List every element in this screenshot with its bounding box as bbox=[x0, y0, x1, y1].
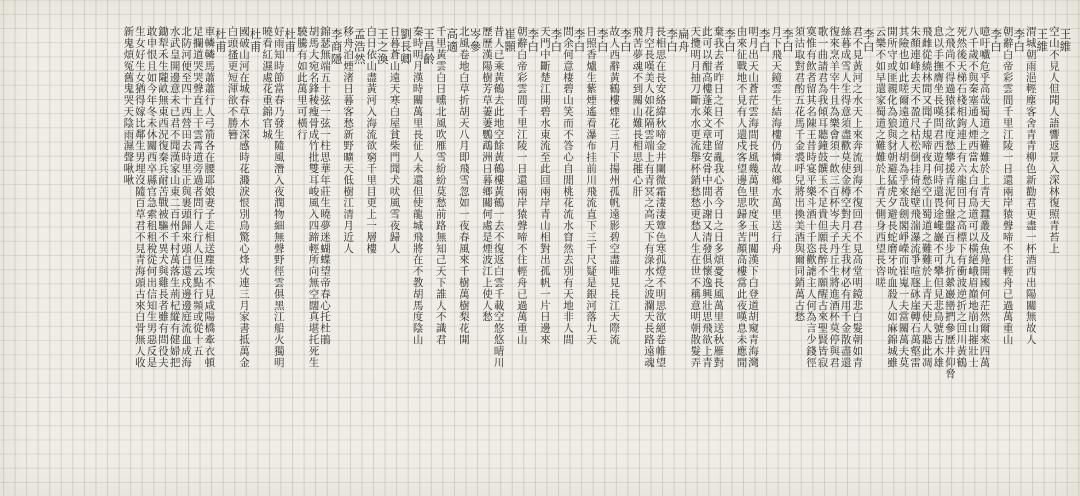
poem-text-column: 移舟泊煙渚日暮客愁新野曠天低樹江清月近人 bbox=[342, 26, 355, 254]
poem-text-column: 昔人已乘黃鶴去此地空餘黃鶴樓黃鶴一去不復返白雲千載空悠悠晴川 bbox=[492, 26, 505, 368]
poem-text-column: 問余何意棲碧山笑而不答心自閒桃花流水窅然去別有天地非人間 bbox=[561, 26, 574, 346]
poet-name-column: 王昌齡 bbox=[422, 28, 437, 66]
poem-text-column: 足攔道哭哭聲直上干雲霄道旁過者問行人行人但云點行頻或從十五 bbox=[191, 26, 204, 357]
poem-text-column: 北風卷地白草折胡天八月即飛雪忽如一夜春風來千樹萬樹梨花開 bbox=[457, 26, 470, 346]
poem-text-column: 君不見黃河之水天上來奔流到海不復回君不見高堂明鏡悲白髮朝如青 bbox=[851, 26, 864, 368]
poem-text-column: 復來烹羊宰牛且為樂會須一飲三百杯岑夫子丹丘生將進酒杯莫停與君 bbox=[828, 26, 841, 368]
poem-text-column: 歷歷漢陽樹芳草萋萋鸚鵡洲日暮鄉關何處是煙波江上使人愁 bbox=[481, 26, 493, 323]
poem-text-column: 錦瑟無端五十弦一弦一柱思華年莊生曉夢迷蝴蝶望帝春心托杜鵑 bbox=[319, 26, 332, 346]
poem-text-column: 之飛尚不得過猿猱欲度愁攀援青泥何盤盤百步九折縈巖巒捫參歷井仰脅 bbox=[943, 26, 956, 380]
poem-text-column: 棄我去者昨日之日不可留亂我心者今日之日多煩憂長風萬里送秋雁對 bbox=[712, 26, 725, 368]
poet-name-column: 扁舟 bbox=[676, 28, 691, 53]
poem-text-column: 好雨知時節當春乃發生隨風潛入夜潤物細無聲野徑雲俱黑江船火獨明 bbox=[272, 26, 285, 368]
poet-name-column: 李白 bbox=[861, 28, 876, 53]
poem-text-column: 云樂不如早還家蜀道之難難於上青天側身西望長咨嗟 bbox=[874, 26, 887, 289]
poem-text-column: 車轔轔馬蕭蕭行人弓箭各在腰耶娘妻子走相送塵埃不見咸陽橋牽衣頓 bbox=[203, 26, 216, 368]
poet-name-column: 王之渙 bbox=[375, 28, 390, 66]
poet-name-column: 王維 bbox=[1035, 28, 1050, 53]
poem-text-column: 白日依山盡黃河入海流欲窮千里目更上一層樓 bbox=[365, 26, 378, 254]
poet-name-column: 王維 bbox=[1058, 28, 1073, 53]
poem-text-column: 歌一曲請君為我傾耳聽鐘鼓饌玉不足貴但願長醉不願醒古來聖賢皆寂 bbox=[816, 26, 829, 368]
poet-name-column: 岑參 bbox=[468, 28, 483, 53]
poem-text-column: 八千歲不與秦塞通人煙西當太白有鳥道可以橫絕峨眉巔地崩山摧壯士 bbox=[966, 26, 979, 368]
poem-text-column: 國破山河在城春草木深感時花濺淚恨別鳥驚心烽火連三月家書抵萬金 bbox=[238, 26, 251, 368]
poem-text-column: 新鬼煩冤舊鬼哭天陰雨濕聲啾啾 bbox=[122, 26, 135, 186]
poet-name-column: 高適 bbox=[445, 28, 460, 53]
poet-name-column: 李白 bbox=[549, 28, 564, 53]
poem-text-column: 寞惟有飲者留其名陳王昔時宴平樂斗酒十千恣歡謔主人何為言少錢徑 bbox=[804, 26, 817, 368]
poem-text-column: 驍騰有如此萬里可橫行 bbox=[295, 26, 308, 140]
poem-text-column: 飛苦夢魂不到關山難長相思摧心肝 bbox=[631, 26, 644, 197]
poem-text-column: 月下飛天鏡雲生結海樓仍憐故鄉水萬里送行舟 bbox=[770, 26, 783, 254]
poet-name-column: 孟浩然 bbox=[352, 28, 367, 66]
poet-name-column: 崔顥 bbox=[503, 28, 518, 53]
poem-text-column: 水武皇開邊意未已君不聞漢家山東二百州千村萬落生荊杞縱有健婦把 bbox=[168, 26, 181, 368]
poem-text-column: 息以手撫膺坐長嘆問君西遊何時還畏途巉巖不可攀但見悲鳥號古木雄 bbox=[932, 26, 945, 368]
poem-text-column: 長相思在長安絡緯秋啼金井闌微霜淒淒簟色寒孤燈不明思欲絕卷帷望 bbox=[654, 26, 667, 368]
poet-name-column: 李白 bbox=[526, 28, 541, 53]
poet-name-column: 杜甫 bbox=[213, 28, 228, 53]
poem-text-column: 渭城朝雨浥輕塵客舍青青柳色新勸君更盡一杯酒西出陽關無故人 bbox=[1024, 26, 1037, 346]
poem-text-column: 敢申恨且如今年冬未休關西卒縣官急索租租稅從何出信知生男惡反是 bbox=[145, 26, 158, 368]
poem-text-column: 日暮蒼山遠天寒白屋貧柴門聞犬吠風雪夜歸人 bbox=[388, 26, 401, 254]
poem-text-column: 此可以酣高樓蓬萊文章建安骨中間小謝又清發俱懷逸興壯思飛欲上青 bbox=[700, 26, 713, 368]
poet-name-column: 李白 bbox=[595, 28, 610, 53]
poem-text-column: 秦時明月漢時關萬里長征人未還但使龍城飛將在不教胡馬度陰山 bbox=[411, 26, 424, 346]
poem-text-column: 白頭搔更短渾欲不勝簪 bbox=[226, 26, 239, 140]
poem-text-column: 須沽取對君酌五花馬千金裘呼兒將出換美酒與爾同銷萬古愁 bbox=[793, 26, 806, 323]
poet-name-column: 李白 bbox=[722, 28, 737, 53]
poem-text-column: 北防河便至四十西營田去時里正與裹頭歸來頭白還戍邊邊庭流血成海 bbox=[180, 26, 193, 368]
poem-text-column: 空山不見人但聞人語響返景入深林復照青苔上 bbox=[1047, 26, 1060, 254]
poem-text-column: 胡馬大宛名鋒稜瘦骨成竹批雙耳峻風入四蹄輕所向無空闊真堪托死生 bbox=[307, 26, 320, 368]
poem-text-column: 天門中斷楚江開碧水東流至此回兩岸青山相對出孤帆一片日邊來 bbox=[538, 26, 551, 346]
poem-text-column: 日照香爐生紫煙遙看瀑布挂前川飛流直下三千尺疑是銀河落九天 bbox=[585, 26, 598, 346]
poet-name-column: 李白 bbox=[780, 28, 795, 53]
poem-text-column: 噫吁嚱危乎高哉蜀道之難難於上青天蠶叢及魚鳧開國何茫然爾來四萬 bbox=[978, 26, 991, 368]
poet-name-column: 劉長卿 bbox=[399, 28, 413, 66]
poet-name-column: 杜甫 bbox=[283, 28, 298, 53]
poem-text-column: 千里黃雲白日曛北風吹雁雪紛紛莫愁前路無知己天下誰人不識君 bbox=[434, 26, 447, 346]
poem-text-column: 鋤犁禾生隴畝無東西況復秦兵耐苦戰被驅不異犬與雞長者雖有問役夫 bbox=[157, 26, 170, 368]
poem-text-column: 由來征戰地不見有人還戍客望邊色思歸多苦顏高樓當此夜嘆息未應閒 bbox=[735, 26, 748, 368]
poet-name-column: 李白 bbox=[757, 28, 772, 53]
poem-text-column: 死然後天梯石棧相鉤連上有六龍回日之高標下有衝波逆折之回川黃鶴 bbox=[955, 26, 968, 368]
poem-text-column: 月空長嘆美人如花隔雲端上有青冥之高天下有淥水之波瀾天長路遠魂 bbox=[642, 26, 655, 368]
poem-text-column: 天攬明月抽刀斷水水更流舉杯銷愁愁更愁人生在世不稱意明朝散髮弄 bbox=[689, 26, 702, 368]
poem-text-column: 明月出天山蒼茫雲海間長風幾萬里吹度玉門關漢下白登道胡窺青海灣 bbox=[747, 26, 760, 368]
poet-name-column: 李白 bbox=[665, 28, 680, 53]
poem-text-column: 朝辭白帝彩雲間千里江陵一日還兩岸猿聲啼不住輕舟已過萬重山 bbox=[515, 26, 528, 346]
poet-name-column: 李白 bbox=[618, 28, 633, 53]
poet-name-column: 李商隱 bbox=[329, 28, 344, 66]
poem-text-column: 生女好生女猶得嫁比鄰生男埋沒隨百草君不見青海頭古來白骨無人收 bbox=[133, 26, 146, 368]
poem-text-column: 絲暮成雪人生得意須盡歡莫使金樽空對月天生我材必有用千金散盡還 bbox=[839, 26, 852, 368]
poem-text-column: 開所守或匪親化為狼與豺朝避猛虎夕避長蛇磨牙吮血殺人如麻錦城雖 bbox=[885, 26, 898, 368]
poet-name-column: 杜甫 bbox=[248, 28, 263, 53]
poet-name-column: 李白 bbox=[989, 28, 1004, 53]
poem-text-column: 飛雌從繞林間又聞子規啼夜月愁空山蜀道之難難於上青天使人聽此凋 bbox=[920, 26, 933, 368]
poet-name-column: 李白 bbox=[572, 28, 587, 53]
text-columns bbox=[0, 26, 1080, 478]
poem-text-column: 朝辭白帝彩雲間千里江陵一日還兩岸猿聲啼不住輕舟已過萬重山 bbox=[1001, 26, 1014, 346]
poem-text-column: 故人西辭黃鶴樓煙花三月下揚州孤帆遠影碧空盡唯見長江天際流 bbox=[608, 26, 621, 346]
poet-name-column: 李白 bbox=[1012, 28, 1027, 53]
poem-text-column: 曉看紅濕處花重錦官城 bbox=[261, 26, 274, 140]
poem-text-column: 其險也如此嗟爾遠道之人胡為乎來哉劍閣崢嶸而崔嵬一夫當關萬夫莫 bbox=[897, 26, 910, 368]
poem-text-column: 朱顏連峰去天不盈尺枯松倒挂倚絕壁飛湍瀑流爭喧豗砯崖轉石萬壑雷 bbox=[909, 26, 922, 368]
